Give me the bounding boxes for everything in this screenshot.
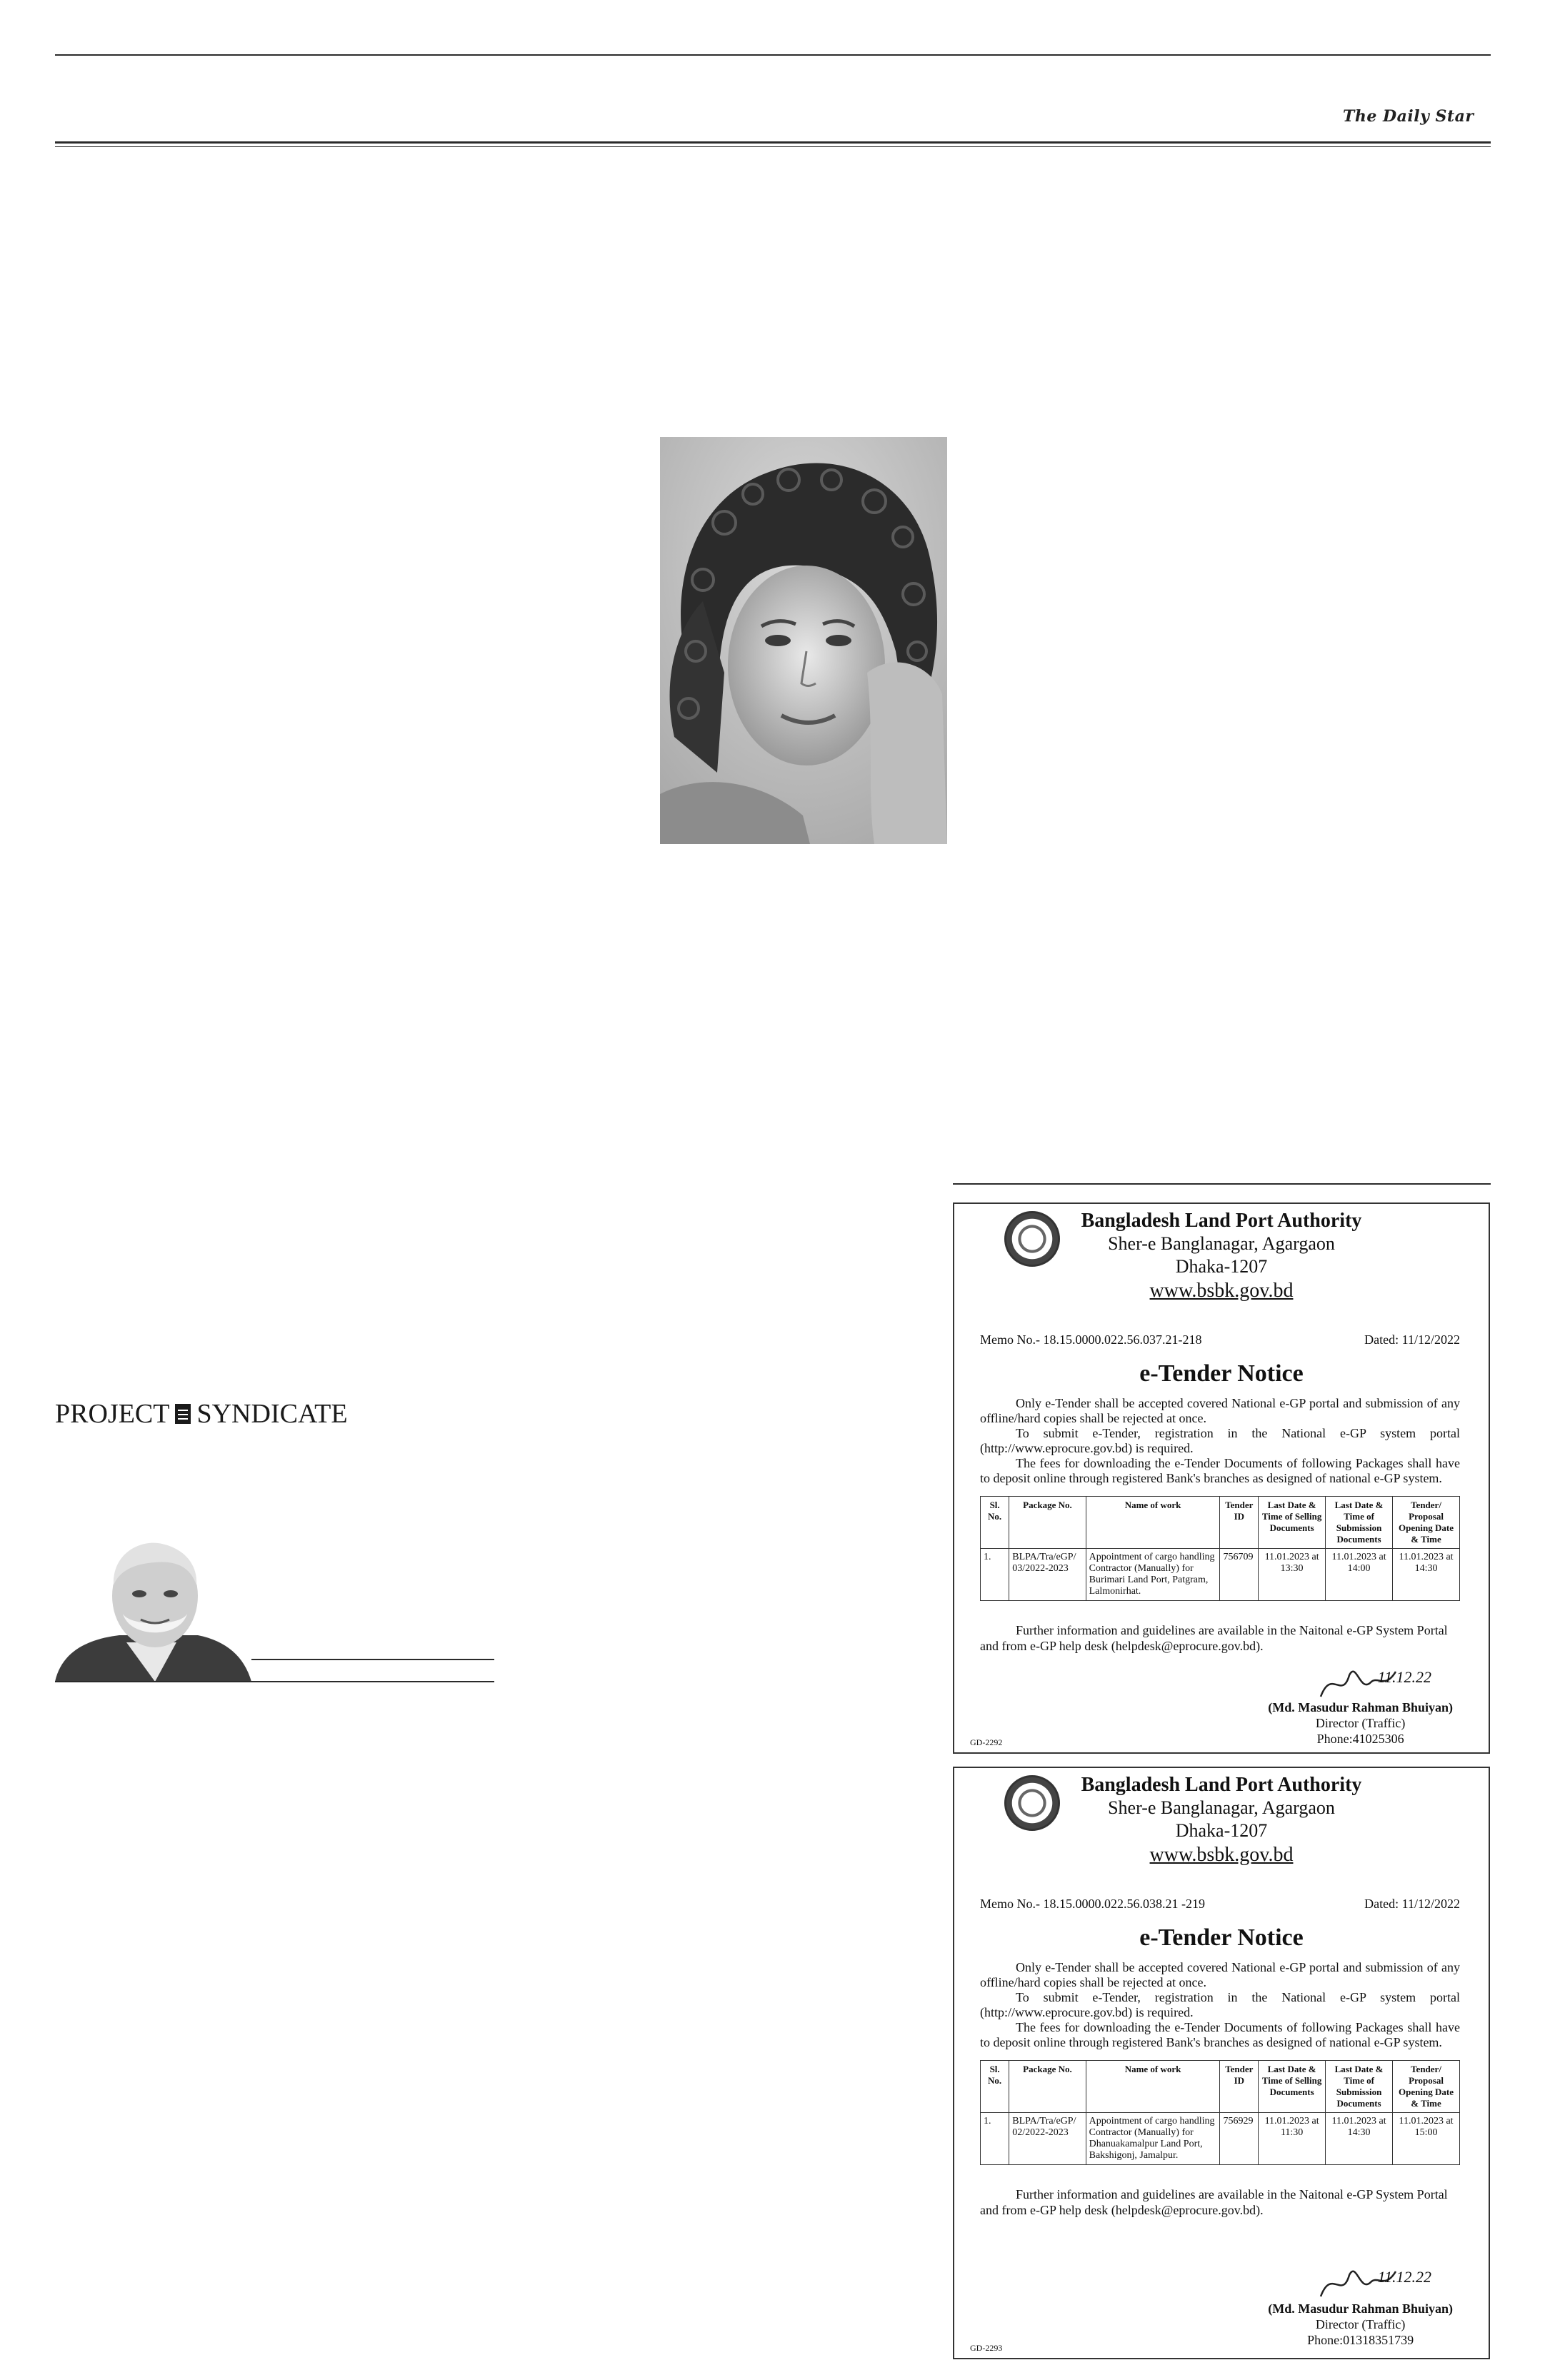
signer-name: (Md. Masudur Rahman Bhuiyan) (1268, 2301, 1453, 2316)
notice-body (954, 1952, 1489, 2050)
table-header: Name of work (1086, 2061, 1220, 2113)
notice-paragraph: To submit e-Tender, registration in the National e-GP system portal (http://www.eprocure.gov.bd) is required. (980, 1426, 1460, 1455)
tender-notice-2 (953, 1767, 1490, 2359)
table-cell: 11.01.2023 at 11:30 (1259, 2113, 1326, 2165)
table-header: Tender/ Proposal Opening Date & Time (1393, 2061, 1460, 2113)
header-rule-thick (55, 141, 1491, 144)
notice-signature-block (1268, 2301, 1453, 2348)
byline-rule-2 (55, 1681, 494, 1682)
notice-paragraph: The fees for downloading the e-Tender Documents of following Packages shall have to deposit online through registered Bank's branches as designed of national e-GP system. (980, 1456, 1460, 1485)
notice-further-text: Further information and guidelines are available in the Naitonal e-GP System Portal and from e-GP help desk (helpdesk@eprocure.gov.bd). (980, 1623, 1448, 1653)
header-rule-thin (55, 146, 1491, 147)
authority-seal-icon (1004, 1775, 1060, 1831)
table-header: Tender ID (1220, 2061, 1259, 2113)
byline-rule-1 (251, 1659, 494, 1660)
project-syndicate-logo-right: SYNDICATE (196, 1399, 348, 1429)
project-syndicate-logo-left: PROJECT (55, 1399, 170, 1429)
notice-further-info (954, 2165, 1489, 2218)
signature-date: 11.12.22 (1377, 2268, 1431, 2286)
signer-phone: Phone:01318351739 (1307, 2333, 1414, 2347)
top-rule (55, 54, 1491, 56)
notice-city: Dhaka-1207 (1175, 1256, 1268, 1277)
table-header: Name of work (1086, 1497, 1220, 1549)
signature-date: 11.12.22 (1377, 1668, 1431, 1686)
table-header: Package No. (1009, 1497, 1086, 1549)
table-header: Last Date & Time of Selling Documents (1259, 1497, 1326, 1549)
tender-table (980, 2060, 1460, 2165)
notice-body (954, 1387, 1489, 1486)
notice-memo: Memo No.- 18.15.0000.022.56.038.21 -219 (980, 1897, 1205, 1911)
notice-memo: Memo No.- 18.15.0000.022.56.037.21-218 (980, 1332, 1202, 1347)
signer-phone: Phone:41025306 (1316, 1732, 1404, 1746)
notice-further-text: Further information and guidelines are available in the Naitonal e-GP System Portal and from e-GP help desk (helpdesk@eprocure.gov.bd). (980, 2187, 1448, 2217)
notice-signature-block (1268, 1699, 1453, 1747)
author-headshot (55, 1535, 251, 1682)
table-row (981, 1549, 1460, 1601)
signer-designation: Director (Traffic) (1315, 1716, 1406, 1730)
table-header: Sl. No. (981, 1497, 1009, 1549)
table-header: Sl. No. (981, 2061, 1009, 2113)
notice-website[interactable]: www.bsbk.gov.bd (1149, 1280, 1294, 1302)
author-headshot-icon (55, 1535, 251, 1682)
table-cell: 756709 (1220, 1549, 1259, 1601)
table-cell: Appointment of cargo handling Contractor (Manually) for Burimari Land Port, Patgram, Lalmonirhat. (1086, 1549, 1220, 1601)
table-cell: 11.01.2023 at 14:00 (1326, 1549, 1393, 1601)
notice-address: Sher-e Banglanagar, Agargaon (1108, 1233, 1335, 1254)
table-row (981, 2113, 1460, 2165)
table-cell: 756929 (1220, 2113, 1259, 2165)
notice-dated: Dated: 11/12/2022 (1364, 1332, 1460, 1347)
portrait-photo (660, 437, 947, 844)
document-icon (175, 1404, 191, 1424)
table-header: Package No. (1009, 2061, 1086, 2113)
notice-city: Dhaka-1207 (1175, 1820, 1268, 1841)
gd-number: GD-2292 (970, 1737, 1003, 1747)
notice-dated: Dated: 11/12/2022 (1364, 1897, 1460, 1911)
table-cell: Appointment of cargo handling Contractor (Manually) for Dhanuakamalpur Land Port, Bakshigonj, Jamalpur. (1086, 2113, 1220, 2165)
table-header: Tender/ Proposal Opening Date & Time (1393, 1497, 1460, 1549)
table-header: Last Date & Time of Submission Documents (1326, 2061, 1393, 2113)
notice-address: Sher-e Banglanagar, Agargaon (1108, 1797, 1335, 1818)
table-header: Last Date & Time of Selling Documents (1259, 2061, 1326, 2113)
notice-paragraph: The fees for downloading the e-Tender Documents of following Packages shall have to deposit online through registered Bank's branches as designed of national e-GP system. (980, 2020, 1460, 2049)
notice-org: Bangladesh Land Port Authority (1081, 1774, 1362, 1796)
signer-name: (Md. Masudur Rahman Bhuiyan) (1268, 1700, 1453, 1714)
notice-paragraph: Only e-Tender shall be accepted covered National e-GP portal and submission of any offline/hard copies shall be rejected at once. (980, 1960, 1460, 1989)
table-cell: 11.01.2023 at 15:00 (1393, 2113, 1460, 2165)
table-cell: BLPA/Tra/eGP/ 03/2022-2023 (1009, 1549, 1086, 1601)
notice-paragraph: To submit e-Tender, registration in the National e-GP system portal (http://www.eprocure.gov.bd) is required. (980, 1990, 1460, 2019)
project-syndicate-logo (55, 1398, 348, 1430)
notice-title: e-Tender Notice (1139, 1360, 1304, 1387)
signer-designation: Director (Traffic) (1315, 2317, 1406, 2331)
notice-paragraph: Only e-Tender shall be accepted covered National e-GP portal and submission of any offline/hard copies shall be rejected at once. (980, 1396, 1460, 1425)
authority-seal-icon (1004, 1211, 1060, 1267)
table-header: Last Date & Time of Submission Documents (1326, 1497, 1393, 1549)
table-cell: 1. (981, 2113, 1009, 2165)
notice-title: e-Tender Notice (1139, 1924, 1304, 1951)
tender-notice-1 (953, 1202, 1490, 1754)
table-cell: 11.01.2023 at 14:30 (1393, 1549, 1460, 1601)
table-cell: 1. (981, 1549, 1009, 1601)
gd-number: GD-2293 (970, 2343, 1003, 2353)
notice-website[interactable]: www.bsbk.gov.bd (1149, 1844, 1294, 1866)
notice-org: Bangladesh Land Port Authority (1081, 1210, 1362, 1232)
ad-column-rule (953, 1183, 1491, 1185)
notice-further-info (954, 1601, 1489, 1654)
portrait-image-icon (660, 437, 947, 844)
table-cell: 11.01.2023 at 14:30 (1326, 2113, 1393, 2165)
table-header: Tender ID (1220, 1497, 1259, 1549)
tender-table (980, 1496, 1460, 1601)
masthead-logo: The Daily Star (1343, 107, 1474, 126)
table-cell: 11.01.2023 at 13:30 (1259, 1549, 1326, 1601)
table-cell: BLPA/Tra/eGP/ 02/2022-2023 (1009, 2113, 1086, 2165)
